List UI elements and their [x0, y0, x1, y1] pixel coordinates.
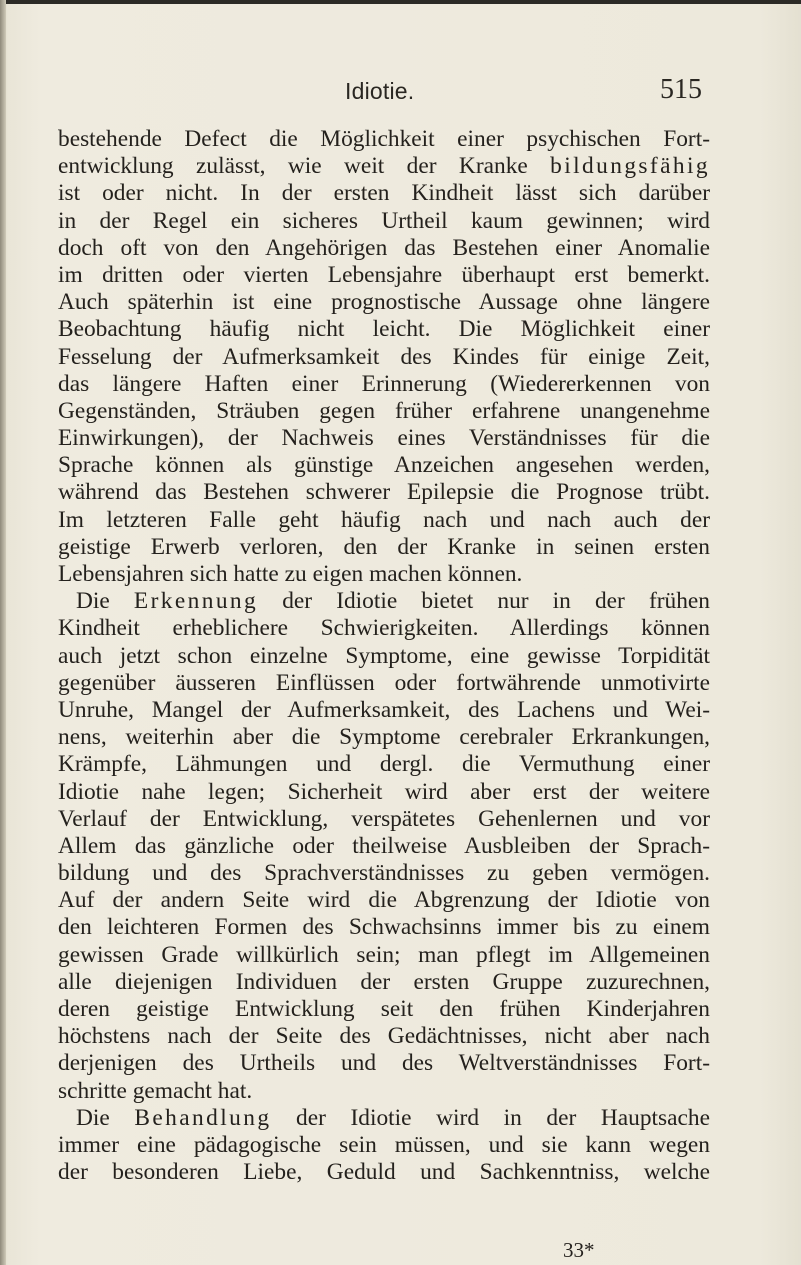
- section-term-erkennung: Erkennung: [133, 588, 259, 615]
- text-line: Sprache können als günstige Anzeichen angesehen werden,: [58, 452, 710, 479]
- section-term-behandlung: Behandlung: [134, 1104, 272, 1131]
- text-line: Kindheit erheblichere Schwierigkeiten. Allerdings können: [58, 615, 710, 642]
- emphasized-term-bildungsfaehig: bildungsfähig: [550, 153, 710, 180]
- text-line: das längere Haften einer Erinnerung (Wiedererkennen von: [58, 370, 710, 397]
- text-line-start: Die: [76, 588, 110, 615]
- text-line-start: Die: [76, 1104, 110, 1131]
- text-line: alle diejenigen Individuen der ersten Gruppe zuzurechnen,: [58, 968, 710, 995]
- page-top-edge: [0, 0, 801, 4]
- text-line: Fesselung der Aufmerksamkeit des Kindes für einige Zeit,: [58, 343, 710, 370]
- text-line: [58, 153, 710, 180]
- text-line: Lebensjahren sich hatte zu eigen machen können.: [58, 561, 523, 587]
- text-line: nens, weiterhin aber die Symptome cerebraler Erkrankungen,: [58, 724, 710, 751]
- text-line: Auch späterhin ist eine prognostische Aussage ohne längere: [58, 289, 710, 316]
- text-line: bildung und des Sprachverständnisses zu geben vermögen.: [58, 860, 710, 887]
- text-line: ist oder nicht. In der ersten Kindheit lässt sich darüber: [58, 180, 710, 207]
- text-line: gegenüber äusseren Einflüssen oder fortwährende unmotivirte: [58, 669, 710, 696]
- text-line: doch oft von den Angehörigen das Bestehen einer Anomalie: [58, 234, 710, 261]
- text-line: derjenigen des Urtheils und des Weltverständnisses Fort-: [58, 1050, 710, 1077]
- text-line: Gegenständen, Sträuben gegen früher erfahrene unangenehme: [58, 397, 710, 424]
- text-line: während das Bestehen schwerer Epilepsie die Prognose trübt.: [58, 479, 710, 506]
- signature-mark: 33*: [563, 1238, 595, 1262]
- text-line: im dritten oder vierten Lebensjahre überhaupt erst bemerkt.: [58, 261, 710, 288]
- page-binding-edge: [0, 0, 6, 1265]
- text-line: Krämpfe, Lähmungen und dergl. die Vermuthung einer: [58, 751, 710, 778]
- text-line: bestehende Defect die Möglichkeit einer psychischen Fort-: [58, 126, 710, 152]
- text-line-start: entwicklung zulässt, wie weit der Kranke: [58, 153, 528, 180]
- text-line: Verlauf der Entwicklung, verspätetes Gehenlernen und vor: [58, 805, 710, 832]
- text-line: Im letzteren Falle geht häufig nach und nach auch der: [58, 506, 710, 533]
- text-line-end: der Idiotie bietet nur in der frühen: [282, 588, 710, 615]
- page-number: 515: [660, 74, 702, 105]
- text-line: schritte gemacht hat.: [58, 1077, 253, 1104]
- text-line-end: der Idiotie wird in der Hauptsache: [296, 1104, 710, 1131]
- text-line: Auf der andern Seite wird die Abgrenzung der Idiotie von: [58, 887, 710, 914]
- text-line: der besonderen Liebe, Geduld und Sachkenntniss, welche: [58, 1159, 710, 1186]
- running-title: Idiotie.: [345, 78, 415, 104]
- text-line: auch jetzt schon einzelne Symptome, eine gewisse Torpidität: [58, 642, 710, 669]
- text-line: in der Regel ein sicheres Urtheil kaum gewinnen; wird: [58, 207, 710, 234]
- text-line: immer eine pädagogische sein müssen, und sie kann wegen: [58, 1131, 710, 1158]
- text-line: gewissen Grade willkürlich sein; man pflegt im Allgemeinen: [58, 941, 710, 968]
- text-line: Allem das gänzliche oder theilweise Ausbleiben der Sprach-: [58, 832, 710, 859]
- text-line: Idiotie nahe legen; Sicherheit wird aber erst der weitere: [58, 778, 710, 805]
- text-line: Einwirkungen), der Nachweis eines Verständnisses für die: [58, 425, 710, 452]
- text-line: Unruhe, Mangel der Aufmerksamkeit, des Lachens und Wei-: [58, 696, 710, 723]
- text-line: deren geistige Entwicklung seit den frühen Kinderjahren: [58, 996, 710, 1022]
- body-text: [58, 126, 710, 1186]
- text-line: den leichteren Formen des Schwachsinns immer bis zu einem: [58, 914, 710, 941]
- text-line: Beobachtung häufig nicht leicht. Die Möglichkeit einer: [58, 316, 710, 343]
- text-line: [58, 1105, 710, 1132]
- running-head: [0, 74, 801, 114]
- text-line: geistige Erwerb verloren, den der Kranke in seinen ersten: [58, 533, 710, 560]
- text-line: höchstens nach der Seite des Gedächtnisses, nicht aber nach: [58, 1023, 710, 1050]
- text-line: [58, 588, 710, 615]
